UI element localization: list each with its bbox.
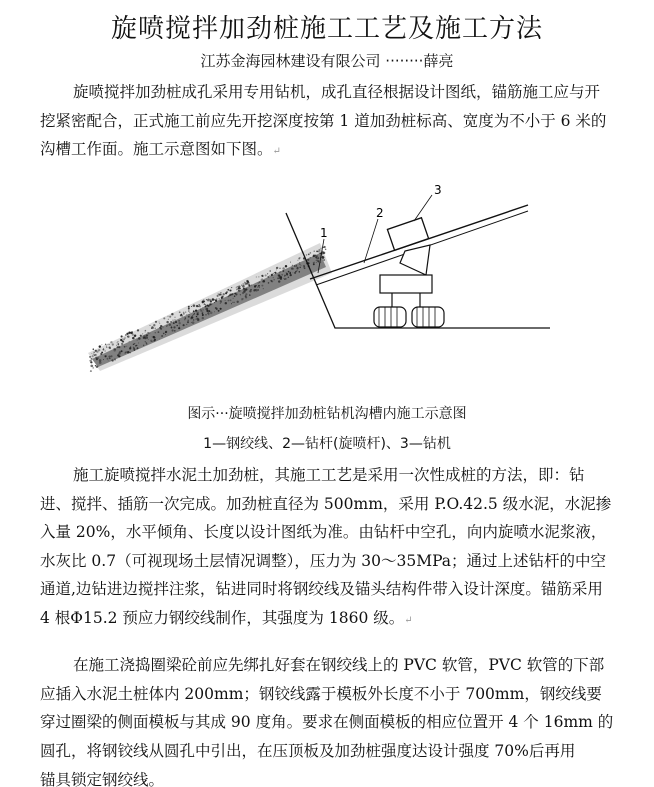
paragraph-pvc-text: 在施工浇捣圈梁砼前应先绑扎好套在钢绞线上的 PVC 软管，PVC 软管的下部应插入水泥土桩体内 200mm；钢铰线露于模板外长度不小于 700mm，钢绞线要穿过圈梁的侧面模板与其成 90 度角。要求在侧面模板的相应位置开 4 个 16mm 的圆孔，将钢铰线从圆孔中引出，在压顶板及加劲桩强度达设计强度 70%后再用 bbox=[40, 656, 614, 760]
paragraph-intro: 旋喷搅拌加劲桩成孔采用专用钻机，成孔直径根据设计图纸，锚筋施工应与开挖紧密配合，正式施工前应先开挖深度按第 1 道加劲桩标高、宽度为不小于 6 米的沟槽工作面。施工示意图如下图。↵ bbox=[40, 83, 607, 158]
figure-label-3: 3 bbox=[434, 183, 442, 197]
rig-box bbox=[387, 218, 428, 251]
paragraph-continuation bbox=[40, 766, 614, 787]
figure-caption: 图示···旋喷搅拌加劲桩钻机沟槽内施工示意图 bbox=[187, 406, 467, 422]
figure-label-2: 2 bbox=[376, 206, 384, 220]
document-title: 旋喷搅拌加劲桩施工工艺及施工方法 bbox=[110, 14, 543, 44]
author-line: 江苏金海园林建设有限公司 ········薛亮 bbox=[200, 52, 454, 70]
paragraph-continuation-text: 锚具锁定钢绞线。 bbox=[40, 771, 165, 787]
figure-label-1: 1 bbox=[320, 226, 328, 240]
rig-mast bbox=[400, 245, 430, 275]
paragraph-intro-text: 旋喷搅拌加劲桩成孔采用专用钻机，成孔直径根据设计图纸，锚筋施工应与开挖紧密配合，正式施工前应先开挖深度按第 1 道加劲桩标高、宽度为不小于 6 米的沟槽工作面。施工示意图如下图。 bbox=[40, 83, 607, 158]
paragraph-process: 施工旋喷搅拌水泥土加劲桩，其施工工艺是采用一次性成桩的方法，即：钻进、搅拌、插筋一次完成。加劲桩直径为 500mm，采用 P.O.42.5 级水泥，水泥掺入量 20%，水平倾角、长度以设计图纸为准。由钻杆中空孔，向内旋喷水泥浆液，水灰比 0.7（可视现场土层情况调整），压力为 30～35MPa；通过上述钻杆的中空通道,边钻进边搅拌注浆，钻进同时将钢绞线及锚头结构件带入设计深度。锚筋采用 4 根Φ15.2 预应力钢绞线制作，其强度为 1860 级。↵ bbox=[40, 466, 612, 627]
rig-frame bbox=[380, 275, 432, 293]
rig-tracks bbox=[374, 307, 444, 327]
grout-column bbox=[88, 243, 332, 372]
paragraph-process-text: 施工旋喷搅拌水泥土加劲桩，其施工工艺是采用一次性成桩的方法，即：钻进、搅拌、插筋一次完成。加劲桩直径为 500mm，采用 P.O.42.5 级水泥，水泥掺入量 20%，水平倾角、长度以设计图纸为准。由钻杆中空孔，向内旋喷水泥浆液，水灰比 0.7（可视现场土层情况调整），压力为 30～35MPa；通过上述钻杆的中空通道,边钻进边搅拌注浆，钻进同时将钢绞线及锚头结构件带入设计深度。锚筋采用 4 根Φ15.2 预应力钢绞线制作，其强度为 1860 级。 bbox=[40, 466, 612, 627]
construction-figure bbox=[80, 183, 550, 373]
rig-diagram bbox=[80, 183, 550, 373]
figure-legend: 1—钢绞线、2—钻杆(旋喷杆)、3—钻机 bbox=[203, 436, 451, 452]
paragraph-pvc bbox=[40, 651, 614, 765]
